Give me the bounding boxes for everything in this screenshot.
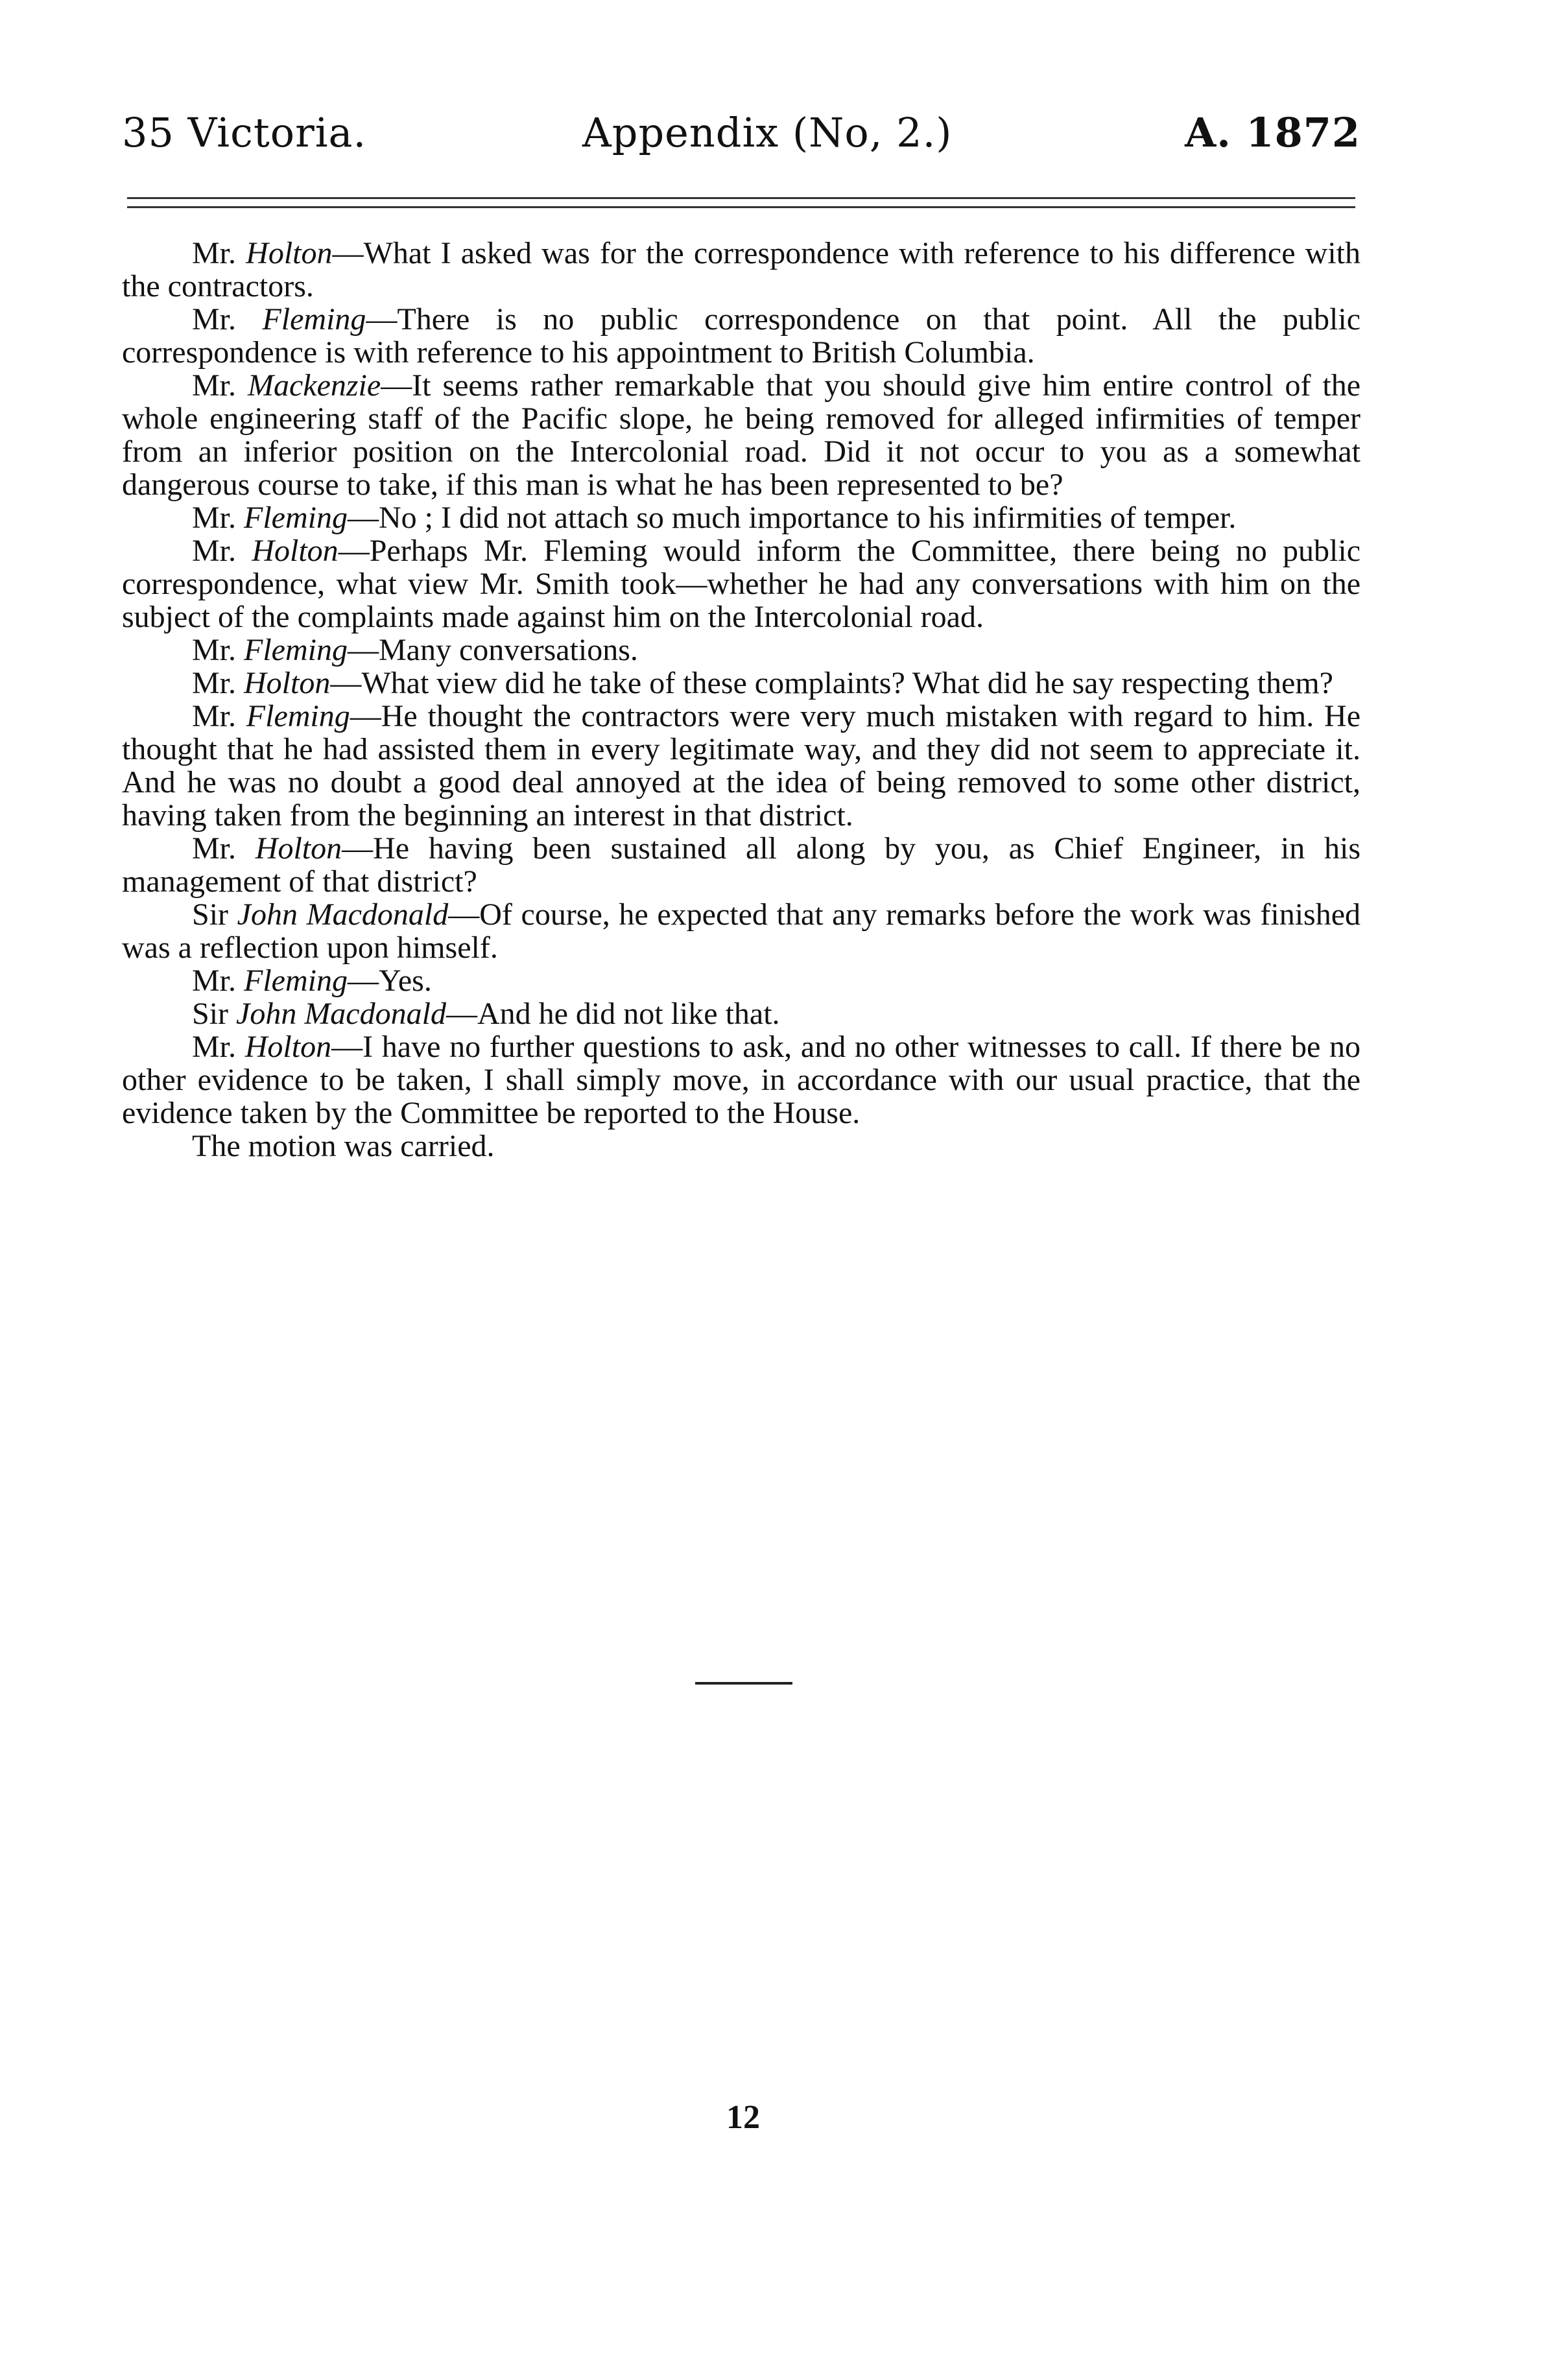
transcript-paragraph [122, 964, 1360, 997]
speaker-title: Mr. [192, 633, 244, 667]
speaker-name: Holton [244, 1030, 332, 1064]
paragraph-text: —Of course, he expected that any remarks before the work was finished was a reflection upon himself. [122, 897, 1361, 965]
transcript-body [122, 237, 1360, 1163]
speaker-title: Mr. [192, 302, 263, 337]
speaker-title: Mr. [192, 831, 255, 866]
paragraph-text: —What view did he take of these complaints? What did he say respecting them? [330, 666, 1333, 700]
speaker-title: Sir [192, 897, 237, 932]
paragraph-text: —Many conversations. [347, 633, 638, 667]
paragraph-text: —It seems rather remarkable that you should give him entire control of the whole engineering staff of the Pacific slope, he being removed for alleged infirmities of temper from an inferior position on the Intercolonial road. Did it not occur to you as a somewhat dangerous course to take, if this man is what he has been represented to be? [122, 368, 1361, 502]
speaker-title: Mr. [192, 1030, 245, 1064]
transcript-paragraph [122, 1130, 1360, 1163]
paragraph-text: —I have no further questions to ask, and no other witnesses to call. If there be no other evidence to be taken, I shall simply move, in accordance with our usual practice, that the evidence taken by the Committee be reported to the House. [122, 1030, 1361, 1130]
paragraph-text: —And he did not like that. [445, 997, 780, 1031]
transcript-paragraph [122, 898, 1360, 964]
speaker-title: Mr. [192, 368, 248, 403]
section-separator-rule [695, 1682, 792, 1685]
header-session: 35 Victoria. [122, 109, 367, 156]
paragraph-text: —No ; I did not attach so much importance to his infirmities of temper. [347, 501, 1237, 535]
speaker-name: John Macdonald [237, 897, 449, 932]
transcript-paragraph [122, 700, 1360, 832]
speaker-name: Fleming [244, 501, 348, 535]
transcript-paragraph [122, 303, 1360, 369]
transcript-paragraph [122, 997, 1360, 1030]
speaker-title: Mr. [192, 236, 246, 270]
transcript-paragraph [122, 633, 1360, 667]
transcript-paragraph [122, 237, 1360, 303]
speaker-name: Holton [255, 831, 342, 866]
transcript-paragraph [122, 534, 1360, 633]
transcript-paragraph [122, 1030, 1360, 1130]
paragraph-text: —Yes. [347, 964, 432, 998]
paragraph-text: —Perhaps Mr. Fleming would inform the Committee, there being no public correspondence, what view Mr. Smith took—whether he had any conversations with him on the subject of the complaints made against him on the Intercolonial road. [122, 534, 1361, 634]
header-rule-top [127, 197, 1355, 199]
paragraph-text: —He having been sustained all along by you, as Chief Engineer, in his management of that district? [122, 831, 1361, 899]
header-appendix: Appendix (No, 2.) [582, 109, 953, 156]
speaker-name: Fleming [244, 633, 348, 667]
speaker-name: Holton [244, 666, 331, 700]
paragraph-text: —He thought the contractors were very much mistaken with regard to him. He thought that he had assisted them in every legitimate way, and they did not seem to appreciate it. And he was no doubt a good deal annoyed at the idea of being removed to some other district, having taken from the beginning an interest in that district. [122, 699, 1361, 833]
speaker-title: Mr. [192, 501, 244, 535]
speaker-title: Mr. [192, 964, 244, 998]
transcript-paragraph [122, 667, 1360, 700]
transcript-paragraph [122, 501, 1360, 534]
transcript-paragraph [122, 369, 1360, 501]
header-year: A. 1872 [1185, 109, 1360, 156]
paragraph-text: The motion was carried. [192, 1129, 495, 1163]
header-rule-bottom [127, 206, 1355, 208]
speaker-name: Holton [252, 534, 339, 568]
page-number: 12 [726, 2099, 760, 2136]
speaker-title: Mr. [192, 699, 246, 733]
speaker-name: John Macdonald [236, 997, 446, 1031]
speaker-name: Holton [246, 236, 333, 270]
transcript-paragraph [122, 832, 1360, 898]
speaker-name: Mackenzie [247, 368, 381, 403]
paragraph-text: —What I asked was for the correspondence with reference to his difference with the contractors. [122, 236, 1361, 303]
speaker-title: Mr. [192, 666, 244, 700]
speaker-name: Fleming [246, 699, 350, 733]
paragraph-text: —There is no public correspondence on that point. All the public correspondence is with reference to his appointment to British Columbia. [122, 302, 1360, 370]
speaker-name: Fleming [244, 964, 348, 998]
speaker-title: Sir [192, 997, 237, 1031]
speaker-name: Fleming [262, 302, 366, 337]
running-header [122, 109, 1360, 167]
speaker-title: Mr. [192, 534, 252, 568]
